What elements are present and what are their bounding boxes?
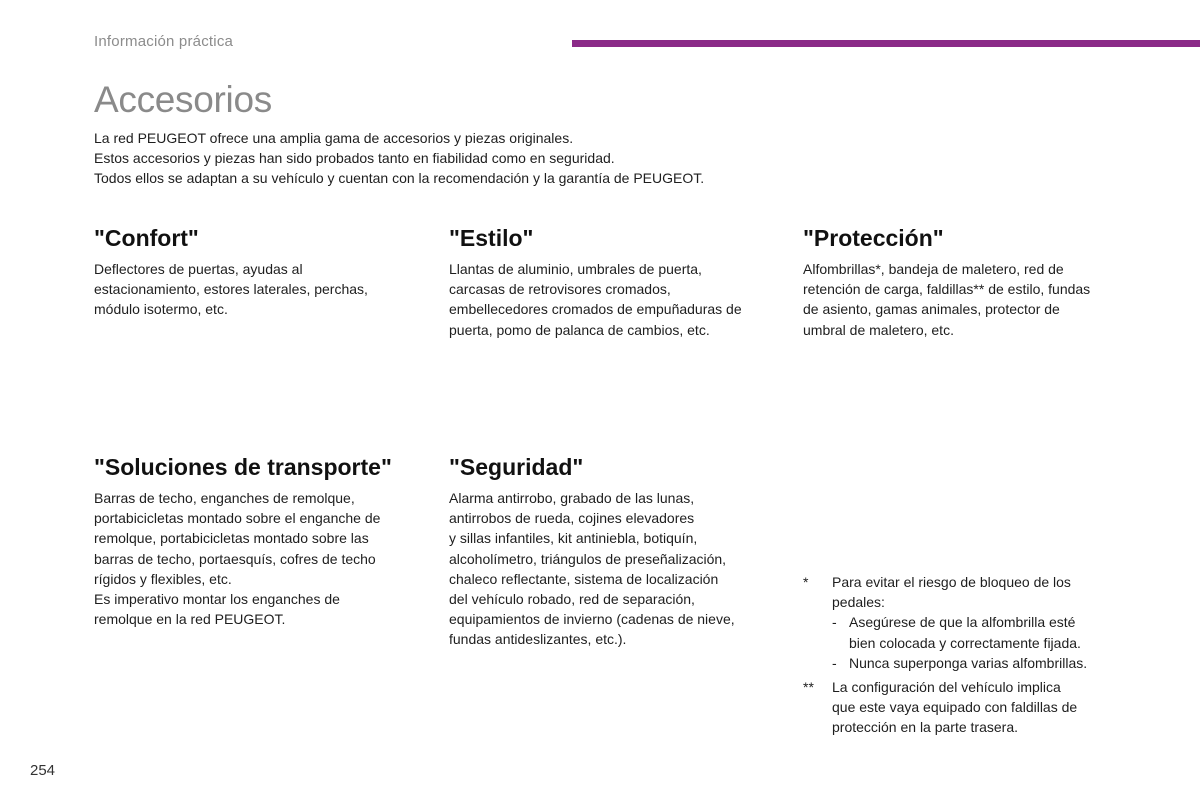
category-description — [449, 259, 779, 340]
description-line: embellecedores cromados de empuñaduras de — [449, 301, 742, 318]
description-line: chaleco reflectante, sistema de localización — [449, 570, 719, 587]
subitem-text — [849, 653, 1133, 673]
description-line: fundas antideslizantes, etc.). — [449, 631, 627, 648]
description-line: Deflectores de puertas, ayudas al — [94, 261, 303, 277]
description-line: módulo isotermo, etc. — [94, 301, 228, 318]
category-title: "Estilo" — [449, 225, 534, 251]
description-line: y sillas infantiles, kit antiniebla, botiquín, — [449, 530, 698, 547]
category-description — [803, 259, 1133, 340]
description-line: equipamientos de invierno (cadenas de nieve, — [449, 611, 735, 628]
category-estilo — [449, 223, 779, 340]
section-label: Información práctica — [94, 33, 234, 50]
category-title: "Protección" — [803, 225, 944, 251]
category-description — [94, 488, 424, 629]
description-line: remolque, portabicicletas montado sobre las — [94, 530, 369, 547]
category-confort — [94, 223, 424, 320]
description-line: remolque en la red PEUGEOT. — [94, 611, 286, 628]
header-accent-bar — [572, 40, 1200, 47]
description-line: Alarma antirrobo, grabado de las lunas, — [449, 490, 695, 506]
category-title: "Soluciones de transporte" — [94, 454, 392, 480]
subitem-line: Nunca superponga varias alfombrillas. — [849, 654, 1088, 671]
footnote-mark: * — [803, 574, 809, 590]
footnote-double-asterisk — [803, 677, 1133, 738]
description-line: retención de carga, faldillas** de estilo, fundas — [803, 281, 1091, 298]
category-transporte — [94, 452, 424, 629]
description-line: portabicicletas montado sobre el enganche de — [94, 510, 381, 527]
description-line: estacionamiento, estores laterales, perchas, — [94, 281, 368, 298]
description-line: umbral de maletero, etc. — [803, 321, 954, 338]
category-title: "Seguridad" — [449, 454, 584, 480]
description-line: antirrobos de rueda, cojines elevadores — [449, 510, 695, 527]
subitem-line: bien colocada y correctamente fijada. — [849, 634, 1081, 651]
description-line: Es imperativo montar los enganches de — [94, 591, 340, 608]
subitem-text — [849, 612, 1133, 652]
description-line: puerta, pomo de palanca de cambios, etc. — [449, 321, 710, 338]
category-description — [449, 488, 779, 650]
footnote-mark: ** — [803, 679, 814, 696]
subitem-dash: - — [832, 614, 837, 631]
intro-line: Estos accesorios y piezas han sido probados tanto en fiabilidad como en seguridad. — [94, 150, 615, 166]
footnote-subitem — [832, 612, 1133, 652]
intro-text — [94, 128, 854, 188]
description-line: Barras de techo, enganches de remolque, — [94, 490, 355, 506]
footnotes — [803, 572, 1133, 742]
description-line: de asiento, gamas animales, protector de — [803, 301, 1060, 318]
intro-line: Todos ellos se adaptan a su vehículo y cuentan con la recomendación y la garantía de PEUGEOT. — [94, 170, 705, 186]
description-line: rígidos y flexibles, etc. — [94, 570, 232, 587]
category-seguridad — [449, 452, 779, 650]
footnote-text — [832, 572, 1133, 673]
category-title: "Confort" — [94, 225, 199, 251]
description-line: Llantas de aluminio, umbrales de puerta, — [449, 261, 702, 277]
footnote-line: protección en la parte trasera. — [832, 719, 1018, 736]
footnote-text — [832, 677, 1133, 738]
subitem-line: Asegúrese de que la alfombrilla esté — [849, 614, 1076, 631]
footnote-single-asterisk — [803, 572, 1133, 673]
description-line: del vehículo robado, red de separación, — [449, 591, 695, 608]
category-proteccion — [803, 223, 1133, 340]
category-description — [94, 259, 424, 320]
page-title: Accesorios — [94, 79, 272, 120]
footnote-line: que este vaya equipado con faldillas de — [832, 699, 1078, 716]
footnote-line: pedales: — [832, 594, 885, 611]
description-line: Alfombrillas*, bandeja de maletero, red de — [803, 261, 1064, 277]
description-line: carcasas de retrovisores cromados, — [449, 281, 671, 298]
intro-line: La red PEUGEOT ofrece una amplia gama de accesorios y piezas originales. — [94, 130, 574, 146]
description-line: barras de techo, portaesquís, cofres de techo — [94, 550, 376, 567]
subitem-dash: - — [832, 654, 837, 671]
footnote-line: Para evitar el riesgo de bloqueo de los — [832, 574, 1071, 590]
description-line: alcoholímetro, triángulos de preseñalización, — [449, 550, 727, 567]
page-number: 254 — [30, 762, 56, 779]
footnote-subitem — [832, 653, 1133, 673]
footnote-line: La configuración del vehículo implica — [832, 679, 1061, 696]
